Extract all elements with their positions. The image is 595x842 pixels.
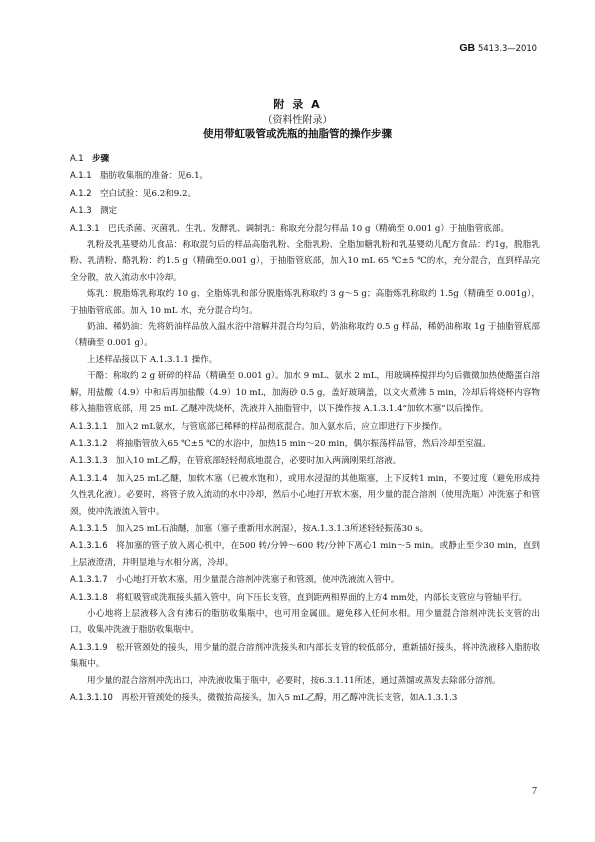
paragraph [70,368,540,417]
clause [70,589,540,606]
clause-text: 测定 [99,206,118,217]
standard-prefix: GB [459,42,476,54]
clause-text: 将虹吸管或洗瓶接头插入管中，向下压长支管，直到距两相界面的上方4 mm处，内部长支管应与管轴平行。 [115,592,528,603]
clause-number: A.1.3.1.1 [70,420,116,431]
clause [70,689,540,706]
standard-number [459,42,537,54]
clause-number: A.1.3.1.10 [70,692,122,702]
clause-text: 巴氏杀菌、灭菌乳、生乳、发酵乳、调制乳：称取充分混匀样品 10 g（精确至 0.001 g）于抽脂管底部。 [107,223,510,234]
paragraph [70,673,540,689]
appendix-type: （资料性附录） [262,115,333,126]
clause-number: A.1.3.1.3 [70,455,116,466]
paragraph-text: 炼乳：脱脂炼乳称取约 10 g、全脂炼乳和部分脱脂炼乳称取约 3 g～5 g；高脂炼乳称取约 1.5g（精确至 0.001g），于抽脂管底部。加入 10 mL 水，充分混合均匀。 [70,289,540,316]
clause-text: 将抽脂管放入65 ℃±5 ℃的水浴中，加热15 min～20 min，偶尔振荡样品管，然后冷却至室温。 [115,438,491,449]
clause-text: 脂肪收集瓶的准备：见6.1。 [99,171,209,182]
paragraph-text: 上述样品接以下 A.1.3.1.1 操作。 [87,354,218,365]
clause-text: 小心地打开软木塞，用少量混合溶剂冲洗塞子和管颈，使冲洗液流入管中。 [115,575,400,586]
clause-text: 加入25 mL石油醚，加塞（塞子重新用水润湿），按A.1.3.1.3所述轻轻振荡30 s。 [115,523,429,534]
page-number: 7 [532,786,537,797]
clause-number: A.1.3.1.8 [70,591,116,602]
paragraph [70,606,540,639]
clause [70,435,540,452]
paragraph-text: 乳粉及乳基婴幼儿食品：称取混匀后的样品高脂乳粉、全脂乳粉、全脂加糖乳粉和乳基婴幼儿配方食品：约1g，脱脂乳粉、乳清粉、酪乳粉：约1.5 g（精确至0.001 g），于抽脂管底部，加入10 mL 65 ℃±5 ℃的水，充分混合，直到样品完全分散，放入流动水中冷却。 [70,240,540,283]
appendix-label: 附 录 A [273,98,322,111]
clause-text: 加入25 mL乙醚，加软木塞（已被水饱和），或用水浸湿的其他瓶塞，上下反转1 min，不要过度（避免形成持久性乳化液）。必要时，将管子放入流动的水中冷却，然后小心地打开软木塞，用少量的混合溶剂（使用洗瓶）冲洗塞子和管颈，使冲洗液流入管中。 [70,473,540,517]
document-body [70,150,540,706]
clause-number: A.1.3.1.9 [70,641,117,652]
clause-number: A.1 [70,153,92,163]
paragraph-text: 小心地将上层液移入含有沸石的脂肪收集瓶中，也可用金属皿。避免移入任何水相。用少量混合溶剂冲洗长支管的出口，收集冲洗液于脂肪收集瓶中。 [70,608,540,636]
paragraph [70,319,540,352]
clause [70,202,540,219]
standard-code: 5413.3—2010 [478,43,537,53]
clause-number: A.1.3.1.2 [70,437,116,448]
clause [70,167,540,184]
clause [70,520,540,537]
clause-text: 再松开管颈处的接头，微微抬高接头，加入5 mL乙醇，用乙醇冲洗长支管，如A.1.3.1.3 [121,693,458,703]
clause [70,470,540,520]
section-heading [70,150,540,167]
clause-number: A.1.3 [70,205,100,216]
clause-text: 空白试验：见6.2和9.2。 [99,188,197,199]
clause [70,185,540,202]
clause-number: A.1.1 [70,170,100,181]
clause-number: A.1.2 [70,187,100,198]
clause [70,418,540,435]
clause-number: A.1.3.1.4 [70,472,117,483]
clause-number: A.1.3.1 [70,222,108,233]
paragraph [70,237,540,286]
paragraph-text: 干酪：称取约 2 g 研碎的样品（精确至 0.001 g）。加水 9 mL、氨水 2 mL，用玻璃棒搅拌均匀后微微加热使酪蛋白溶解，用盐酸（4.9）中和后再加盐酸（4.9）10 mL，加海砂 0.5 g，盖好玻璃盖，以文火煮沸 5 min，冷却后将烧杯内容物移入抽脂管底部，用 25 mL 乙醚冲洗烧杯，洗液并入抽脂管中，以下操作按 A.1.3.1.4“加软木塞”以后操作。 [70,371,540,415]
paragraph-text: 用少量的混合溶剂冲洗出口，冲洗液收集于瓶中，必要时，按6.3.1.11所述，通过蒸馏或蒸发去除部分溶剂。 [87,675,501,686]
clause-text: 将加塞的管子放入离心机中，在500 转/分钟～600 转/分钟下离心1 min～5 min。或静止至少30 min，直到上层液澄清，并明显地与水相分离，冷却。 [70,541,540,568]
clause-number: A.1.3.1.7 [70,574,116,585]
appendix-title: 使用带虹吸管或洗瓶的抽脂管的操作步骤 [203,128,392,140]
paragraph [70,352,540,368]
clause [70,220,540,237]
clause [70,571,540,588]
clause-number: A.1.3.1.6 [70,540,117,551]
clause-text: 加入2 mL氨水，与管底部已稀释的样品彻底混合。加入氨水后，应立即进行下步操作。 [115,421,448,432]
clause [70,537,540,571]
clause-text: 松开管颈处的接头，用少量的混合溶剂冲洗接头和内部长支管的较低部分，重新插好接头，将冲洗液移入脂肪收集瓶中。 [70,642,540,670]
paragraph-text: 奶油、稀奶油：先将奶油样品放入温水浴中溶解并混合均匀后，奶油称取约 0.5 g 样品，稀奶油称取 1g 于抽脂管底部（精确至 0.001 g）。 [70,322,540,349]
clause [70,452,540,469]
clause-text: 加入10 mL乙醇，在管底部轻轻彻底地混合，必要时加入两滴刚果红溶液。 [115,456,402,467]
clause-text: 步骤 [91,154,110,164]
paragraph [70,286,540,319]
clause-number: A.1.3.1.5 [70,522,116,533]
clause [70,639,540,673]
